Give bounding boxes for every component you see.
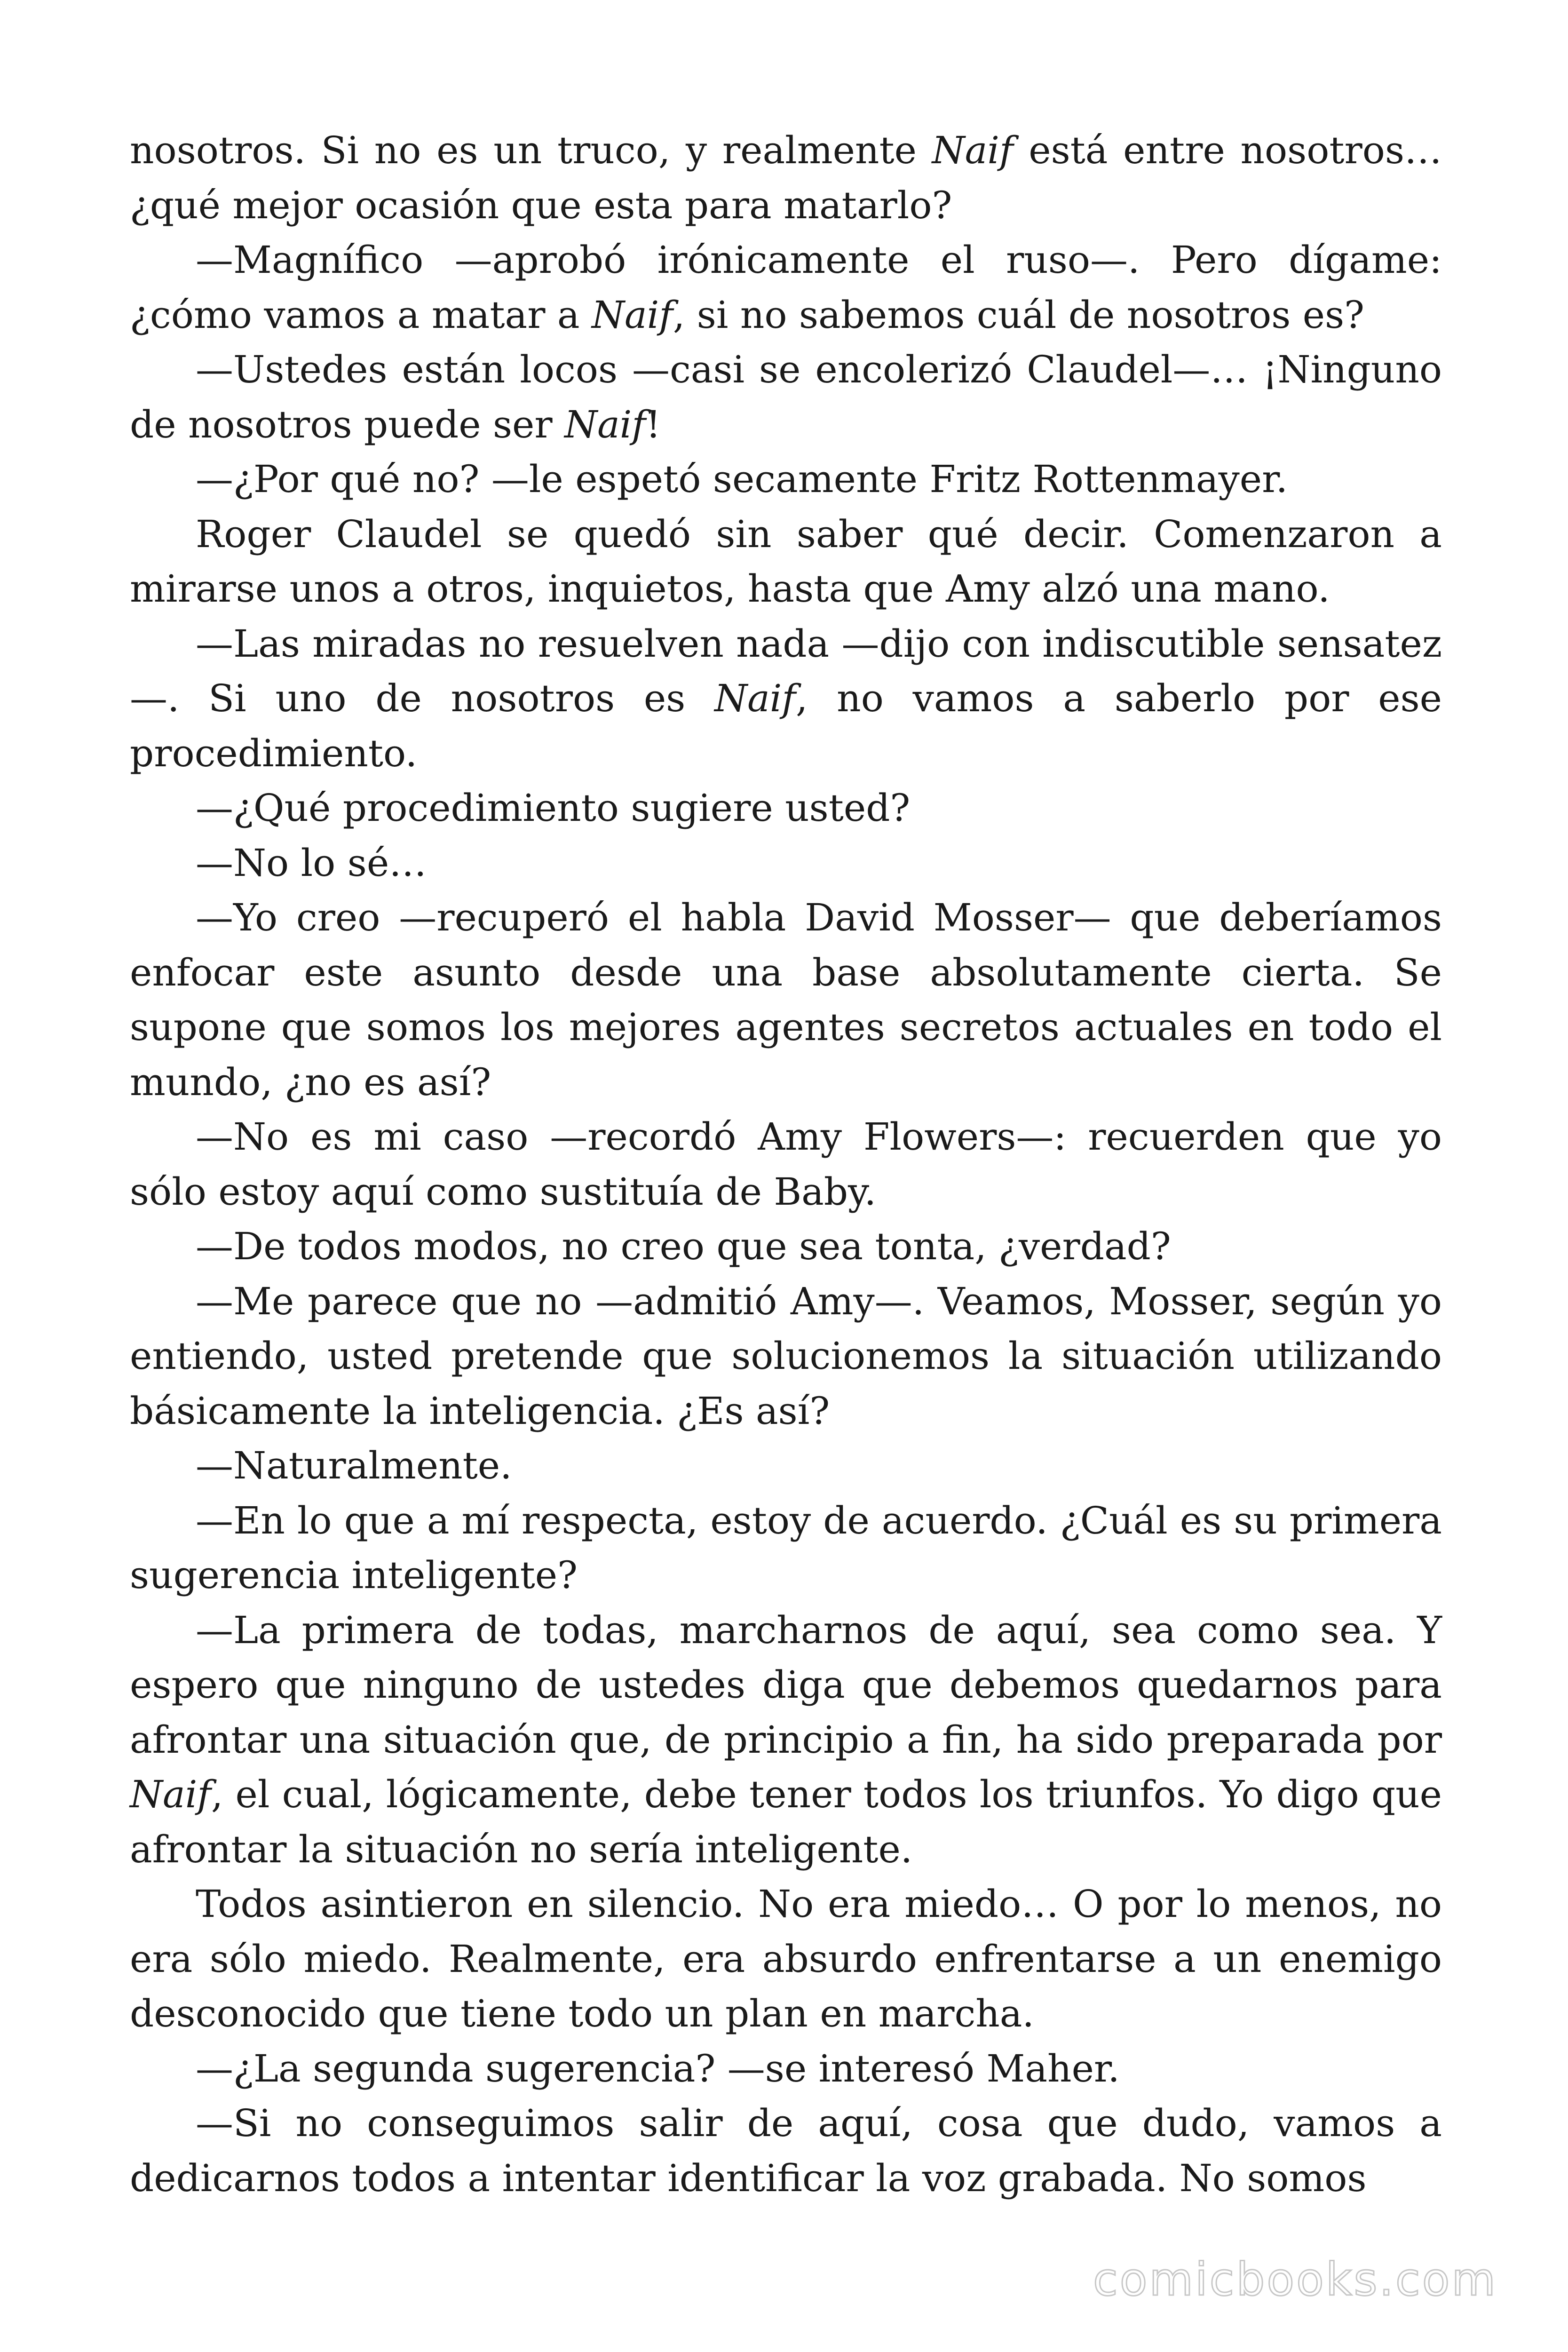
text-run: —¿Por qué no? —le espetó secamente Fritz Rottenmayer.: [196, 457, 1288, 501]
text-run: —Naturalmente.: [196, 1444, 512, 1487]
italic-name: Naif: [592, 293, 673, 337]
text-run: —Me parece que no —admitió Amy—. Veamos, Mosser, según yo entiendo, usted pretende que solucionemos la situación utilizando básicamente la inteligencia. ¿Es así?: [130, 1279, 1442, 1433]
text-run: —Ustedes están locos —casi se encolerizó Claudel—… ¡Ninguno de nosotros puede ser: [130, 348, 1442, 446]
text-run: —Yo creo —recuperó el habla David Mosser— que deberíamos enfocar este asunto desde una base absolutamente cierta. Se supone que somos los mejores agentes secretos actuales en todo el mundo, ¿no es así?: [130, 896, 1442, 1104]
paragraph: [130, 123, 1442, 233]
paragraph: [130, 2042, 1442, 2097]
text-run: —Magnífico —aprobó irónicamente el ruso—. Pero dígame: ¿cómo vamos a matar a: [130, 238, 1442, 337]
text-run: , no vamos a saberlo por ese procedimiento.: [130, 676, 1442, 775]
paragraph: [130, 1110, 1442, 1219]
paragraph: [130, 1494, 1442, 1603]
paragraph: [130, 836, 1442, 891]
paragraph: [130, 1438, 1442, 1494]
text-run: —No lo sé…: [196, 841, 427, 885]
italic-name: Naif: [932, 128, 1014, 172]
italic-name: Naif: [130, 1772, 211, 1816]
text-run: —¿La segunda sugerencia? —se interesó Maher.: [196, 2046, 1120, 2090]
text-run: !: [645, 402, 661, 446]
text-run: nosotros. Si no es un truco, y realmente: [130, 128, 932, 172]
paragraph: [130, 1274, 1442, 1439]
paragraph: [130, 452, 1442, 507]
text-run: está entre nosotros… ¿qué mejor ocasión que esta para matarlo?: [130, 128, 1442, 227]
text-run: Todos asintieron en silencio. No era miedo… O por lo menos, no era sólo miedo. Realmente, era absurdo enfrentarse a un enemigo desconocido que tiene todo un plan en marcha.: [130, 1882, 1442, 2035]
text-run: —No es mi caso —recordó Amy Flowers—: recuerden que yo sólo estoy aquí como sustituía de Baby.: [130, 1115, 1442, 1214]
italic-name: Naif: [564, 402, 646, 446]
text-run: , si no sabemos cuál de nosotros es?: [673, 293, 1365, 337]
watermark-logo: comicbooks.com: [1093, 2253, 1497, 2306]
paragraph: [130, 507, 1442, 617]
paragraph: [130, 781, 1442, 836]
page-text: [130, 123, 1442, 2206]
text-run: —Las miradas no resuelven nada —dijo con indiscutible sensatez—. Si uno de nosotros es: [130, 621, 1442, 720]
paragraph: [130, 2096, 1442, 2206]
paragraph: [130, 233, 1442, 342]
paragraph: [130, 617, 1442, 781]
text-run: —En lo que a mí respecta, estoy de acuerdo. ¿Cuál es su primera sugerencia inteligente?: [130, 1498, 1442, 1597]
text-run: Roger Claudel se quedó sin saber qué decir. Comenzaron a mirarse unos a otros, inquietos, hasta que Amy alzó una mano.: [130, 512, 1442, 611]
paragraph: [130, 1877, 1442, 2042]
text-run: —¿Qué procedimiento sugiere usted?: [196, 786, 911, 830]
paragraph: [130, 1603, 1442, 1877]
text-run: —La primera de todas, marcharnos de aquí, sea como sea. Y espero que ninguno de ustedes diga que debemos quedarnos para afrontar una situación que, de principio a fin, ha sido preparada por: [130, 1608, 1442, 1762]
italic-name: Naif: [714, 676, 796, 720]
paragraph: [130, 890, 1442, 1110]
text-run: —De todos modos, no creo que sea tonta, ¿verdad?: [196, 1224, 1171, 1268]
paragraph: [130, 342, 1442, 452]
paragraph: [130, 1219, 1442, 1274]
text-run: , el cual, lógicamente, debe tener todos los triunfos. Yo digo que afrontar la situación no sería inteligente.: [130, 1772, 1442, 1871]
text-run: —Si no conseguimos salir de aquí, cosa que dudo, vamos a dedicarnos todos a intentar identificar la voz grabada. No somos: [130, 2101, 1442, 2200]
